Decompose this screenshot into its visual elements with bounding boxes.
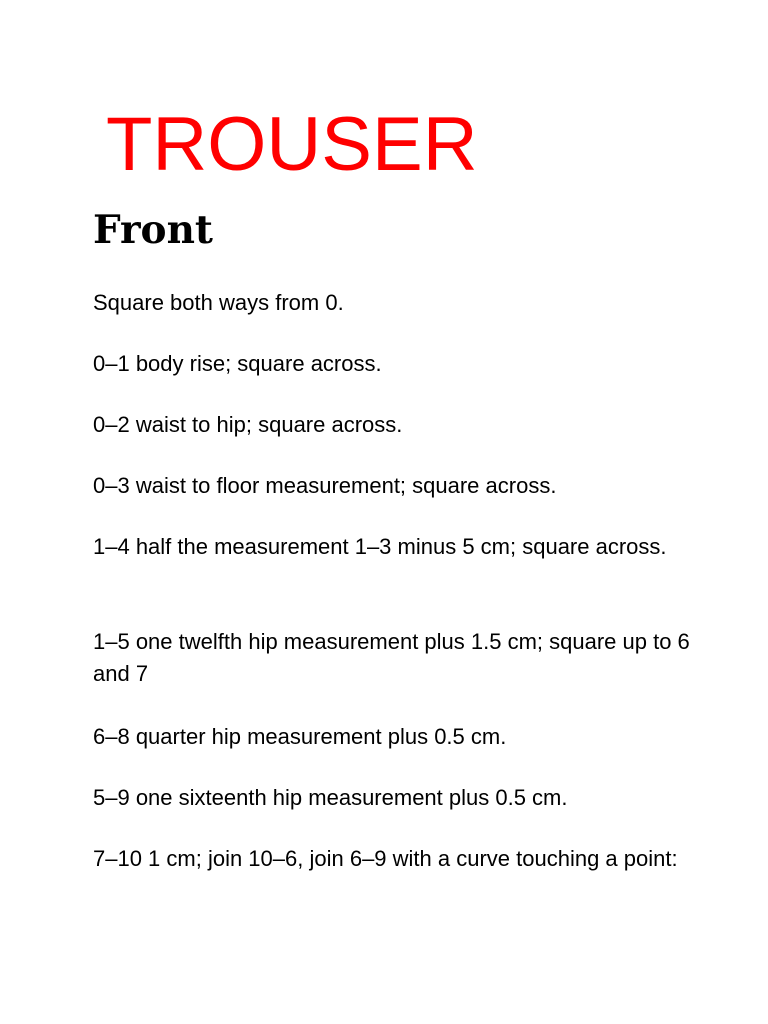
instruction-step: 0–3 waist to floor measurement; square across. bbox=[93, 473, 557, 498]
instruction-step: 6–8 quarter hip measurement plus 0.5 cm. bbox=[93, 724, 507, 749]
instruction-step: 5–9 one sixteenth hip measurement plus 0.5 cm. bbox=[93, 785, 568, 810]
instruction-step: 0–1 body rise; square across. bbox=[93, 351, 382, 376]
instruction-step: 1–4 half the measurement 1–3 minus 5 cm; square across. bbox=[93, 534, 667, 559]
instruction-step: Square both ways from 0. bbox=[93, 290, 344, 315]
section-heading: Front bbox=[93, 207, 213, 253]
instruction-step: 1–5 one twelfth hip measurement plus 1.5 cm; square up to 6 and 7 bbox=[93, 629, 690, 686]
document-title: TROUSER bbox=[106, 102, 478, 187]
instruction-step: 0–2 waist to hip; square across. bbox=[93, 412, 403, 437]
instruction-step: 7–10 1 cm; join 10–6, join 6–9 with a curve touching a point: bbox=[93, 846, 678, 871]
